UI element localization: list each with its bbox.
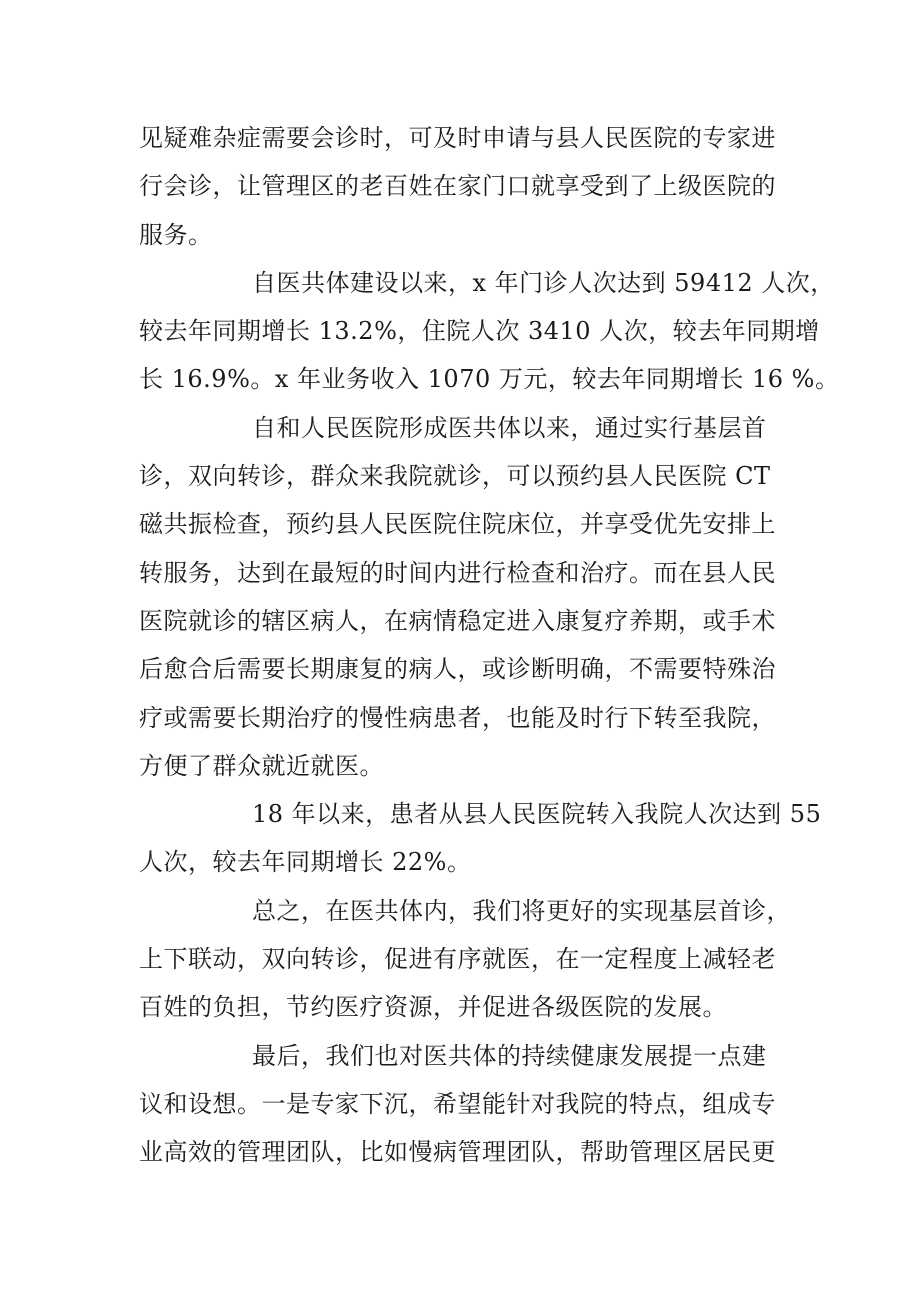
paragraph-3 — [139, 404, 789, 790]
text-line: 转服务，达到在最短的时间内进行检查和治疗。而在县人民 — [139, 558, 776, 587]
text-line: 业高效的管理团队，比如慢病管理团队，帮助管理区居民更 — [139, 1138, 776, 1167]
text-line: 议和设想。一是专家下沉，希望能针对我院的特点，组成专 — [139, 1089, 776, 1118]
text-line: 服务。 — [139, 220, 213, 249]
text-line: 医院就诊的辖区病人，在病情稳定进入康复疗养期，或手术 — [139, 606, 776, 635]
text-line: 后愈合后需要长期康复的病人，或诊断明确，不需要特殊治 — [139, 655, 776, 684]
paragraph-5 — [139, 887, 789, 1032]
text-line: 方便了群众就近就医。 — [139, 751, 384, 780]
paragraph-6 — [139, 1032, 789, 1177]
text-line: 最后，我们也对医共体的持续健康发展提一点建 — [252, 1041, 767, 1070]
text-line: 较去年同期增长 13.2%，住院人次 3410 人次，较去年同期增 — [139, 317, 820, 346]
text-line: 18 年以来，患者从县人民医院转入我院人次达到 55 — [252, 800, 822, 829]
text-line: 行会诊，让管理区的老百姓在家门口就享受到了上级医院的 — [139, 172, 776, 201]
text-line: 上下联动，双向转诊，促进有序就医，在一定程度上减轻老 — [139, 945, 776, 974]
text-line: 人次，较去年同期增长 22%。 — [139, 848, 472, 877]
paragraph-4 — [139, 790, 822, 887]
text-line: 自医共体建设以来，x 年门诊人次达到 59412 人次， — [252, 268, 835, 297]
text-line: 磁共振检查，预约县人民医院住院床位，并享受优先安排上 — [139, 510, 776, 539]
text-line: 诊，双向转诊，群众来我院就诊，可以预约县人民医院 CT — [139, 462, 771, 491]
text-line: 百姓的负担，节约医疗资源，并促进各级医院的发展。 — [139, 993, 727, 1022]
text-line: 见疑难杂症需要会诊时，可及时申请与县人民医院的专家进 — [139, 124, 776, 152]
text-line: 总之，在医共体内，我们将更好的实现基层首诊， — [252, 896, 791, 925]
text-line: 自和人民医院形成医共体以来，通过实行基层首 — [252, 413, 767, 442]
text-line: 长 16.9%。x 年业务收入 1070 万元，较去年同期增长 16 %。 — [139, 365, 840, 394]
document-body — [139, 114, 840, 1177]
paragraph-1 — [139, 114, 789, 259]
paragraph-2 — [139, 259, 840, 404]
text-line: 疗或需要长期治疗的慢性病患者，也能及时行下转至我院， — [139, 703, 776, 732]
